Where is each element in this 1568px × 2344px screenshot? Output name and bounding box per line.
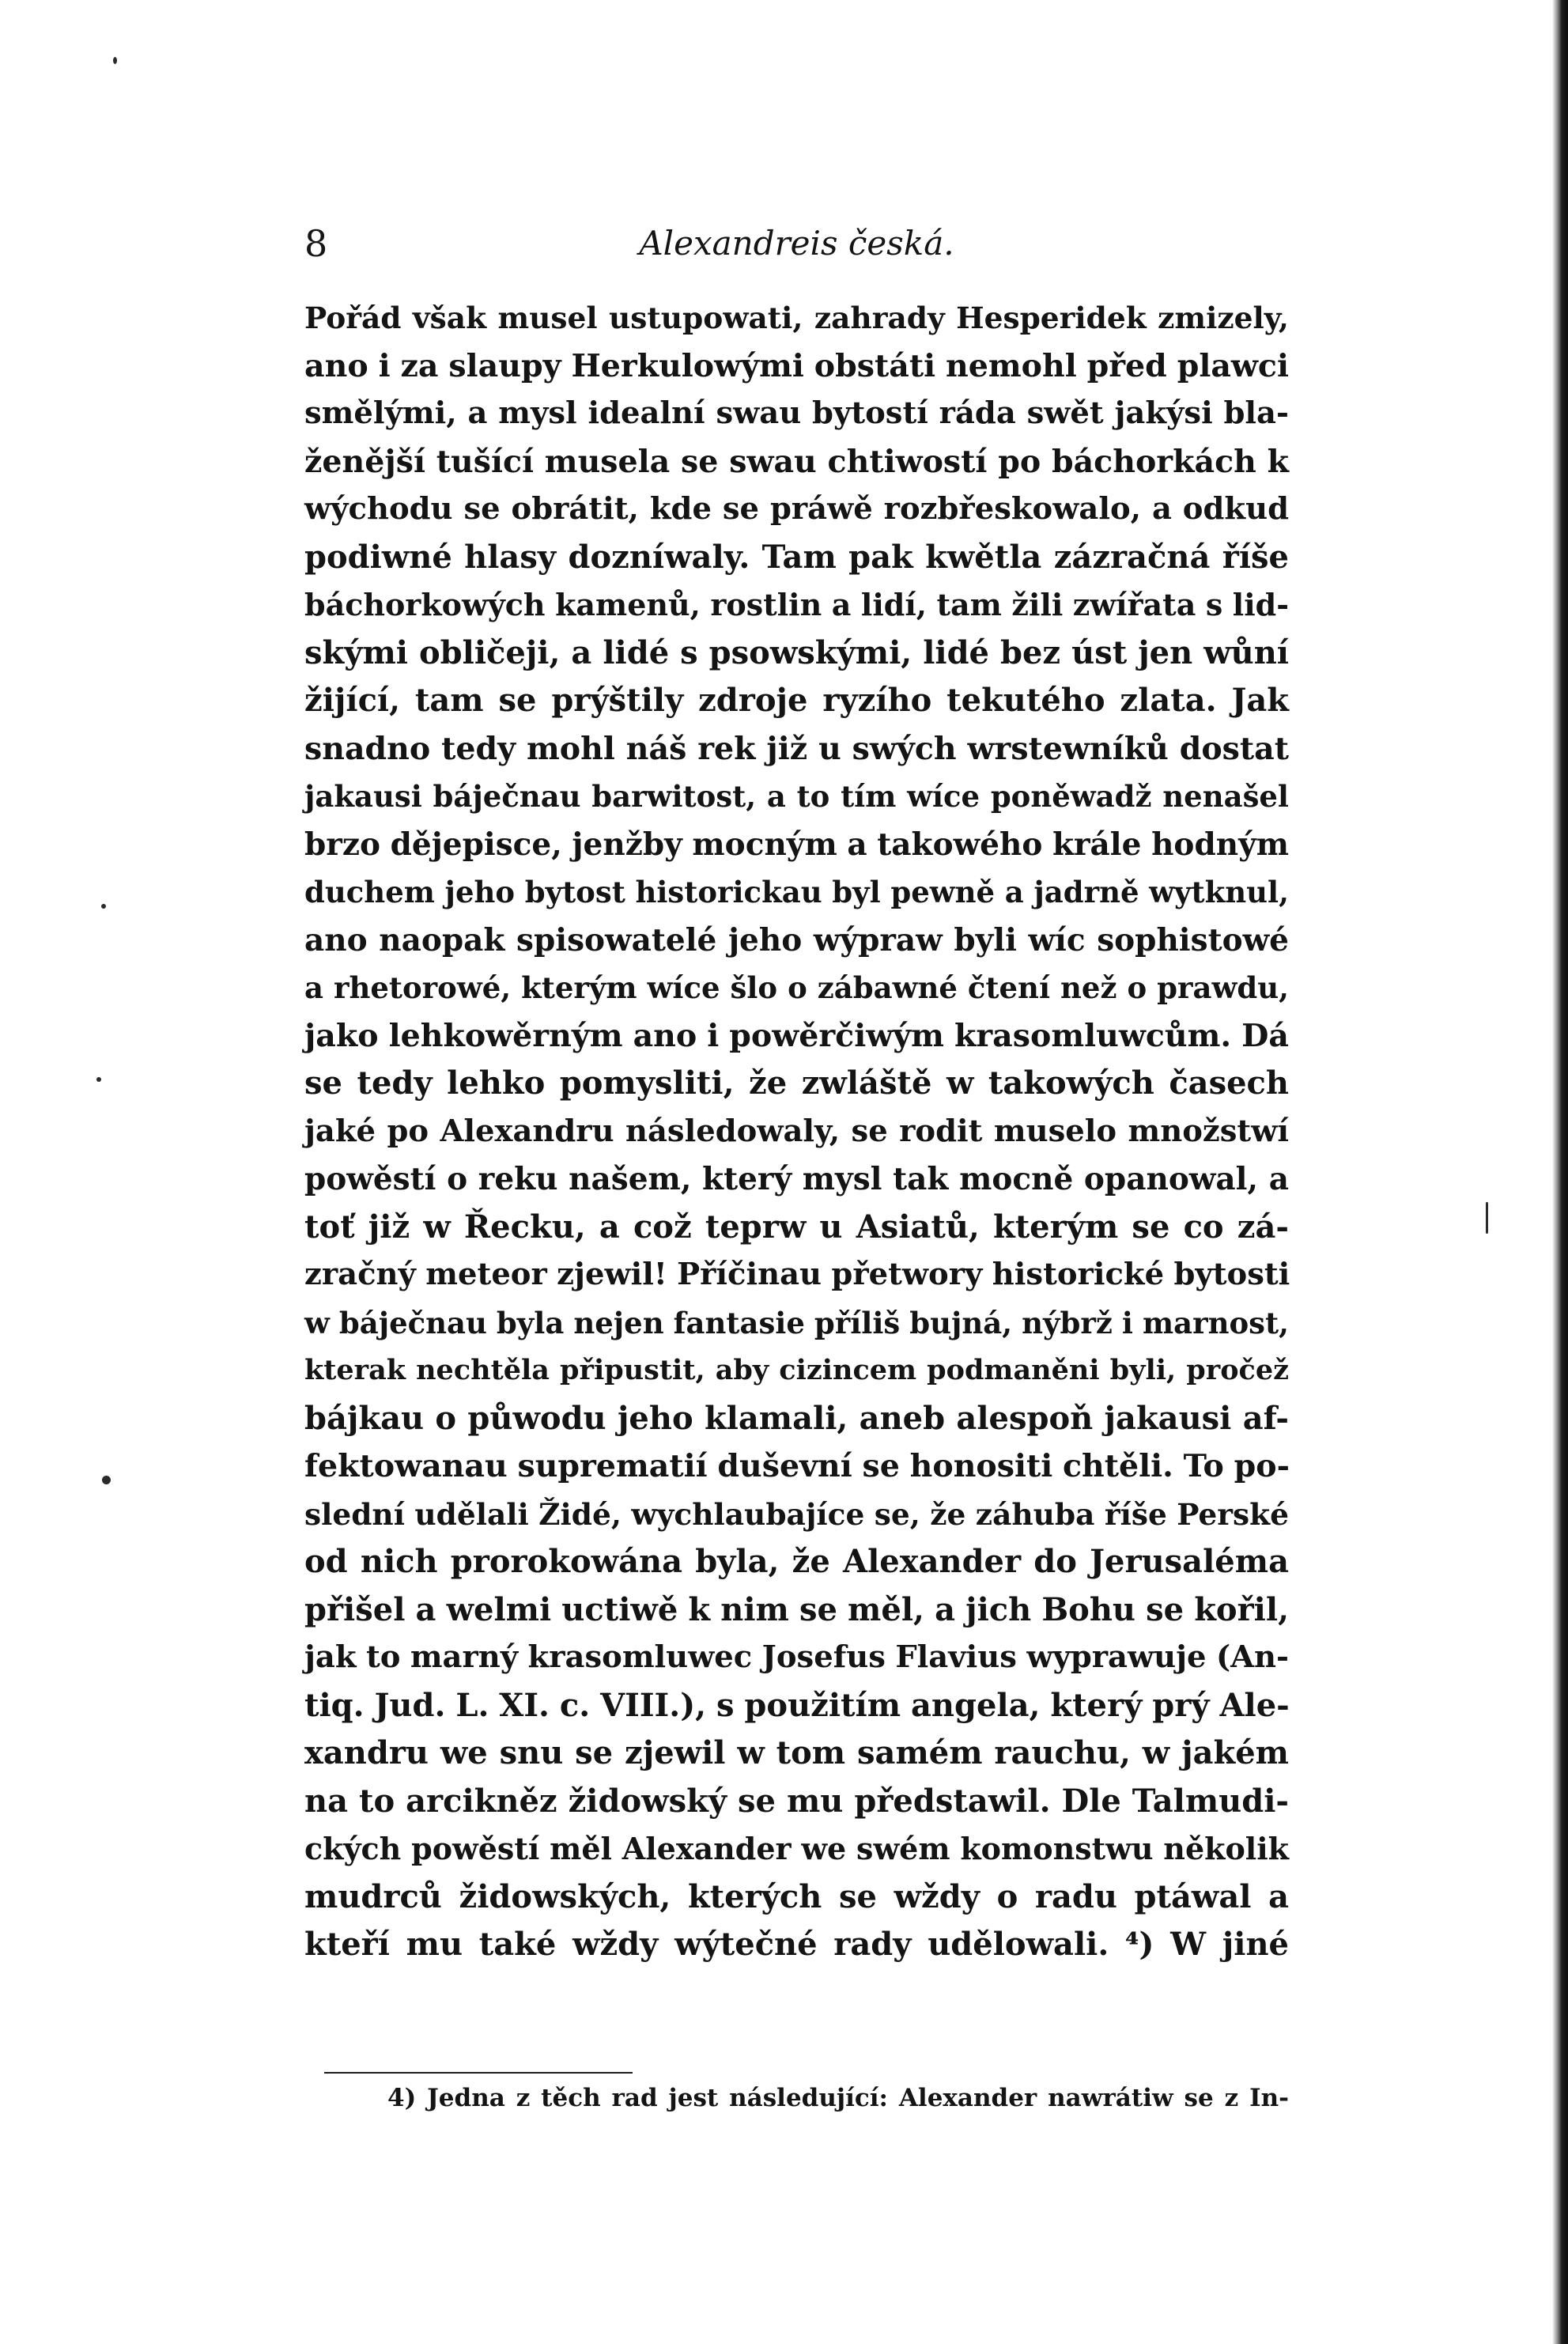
text-line: kteří mu také wždy wýtečné rady udělowali. ⁴) W jiné [304, 1926, 1289, 1963]
text-line: xandru we snu se zjewil w tom samém rauchu, w jakém [304, 1734, 1289, 1771]
text-line: na to arcikněz židowský se mu předstawil. Dle Talmudi- [304, 1782, 1289, 1820]
text-line: ckých powěstí měl Alexander we swém komonstwu několik [304, 1831, 1289, 1866]
body-text [304, 294, 1289, 1969]
scan-speck [1486, 1202, 1488, 1234]
text-line: kterak nechtěla připustit, aby cizincem podmaněni byli, pročež [304, 1354, 1289, 1386]
scan-speck [113, 57, 117, 64]
scan-speck [101, 904, 106, 909]
text-line: wýchodu se obrátit, kde se práwě rozbřeskowalo, a odkud [304, 491, 1289, 527]
text-line: brzo dějepisce, jenžby mocným a takowého krále hodným [304, 826, 1289, 863]
text-line: w báječnau byla nejen fantasie příliš bujná, nýbrž i marnost, [304, 1305, 1289, 1340]
text-line: Pořád však musel ustupowati, zahrady Hesperidek zmizely, [304, 301, 1289, 335]
text-line: tiq. Jud. L. XI. c. VIII.), s použitím angela, který prý Ale- [304, 1686, 1290, 1724]
text-line: ano i za slaupy Herkulowými obstáti nemohl před plawci [304, 347, 1289, 384]
text-line: bájkau o půwodu jeho klamali, aneb alespoň jakausi af- [304, 1399, 1289, 1437]
page-header [304, 220, 1289, 267]
text-line: slední udělali Židé, wychlaubajíce se, že záhuba říše Perské [304, 1496, 1289, 1532]
text-line: podiwné hlasy dozníwaly. Tam pak kwětla zázračná říše [304, 538, 1289, 576]
text-line: smělými, a mysl idealní swau bytostí ráda swět jakýsi bla- [304, 395, 1289, 431]
text-line: jaké po Alexandru následowaly, se rodit muselo množstwí [304, 1113, 1289, 1149]
text-line: snadno tedy mohl náš rek již u swých wrstewníků dostat [304, 730, 1289, 767]
page-number: 8 [304, 222, 328, 265]
text-line: skými obličeji, a lidé s psowskými, lidé bez úst jen wůní [304, 633, 1289, 671]
text-line: ženější tušící musela se swau chtiwostí po báchorkách k [304, 443, 1289, 480]
text-line: jak to marný krasomluwec Josefus Flavius wyprawuje (An- [304, 1639, 1290, 1675]
footnote-rule [324, 2072, 633, 2074]
text-line: toť již w Řecku, a což teprw u Asiatů, kterým se co zá- [304, 1208, 1289, 1246]
footnote: 4) Jedna z těch rad jest následující: Alexander nawrátiw se z In- [387, 2084, 1289, 2112]
running-title: Alexandreis česká. [639, 224, 954, 263]
scan-speck [96, 1077, 101, 1082]
scan-edge-shadow [1552, 0, 1568, 2344]
text-line: a rhetorowé, kterým wíce šlo o zábawné čtení než o prawdu, [304, 970, 1289, 1005]
text-line: jako lehkowěrným ano i powěrčiwým krasomluwcům. Dá [304, 1017, 1289, 1054]
text-line: báchorkowých kamenů, rostlin a lidí, tam žili zwířata s lid- [304, 587, 1289, 622]
text-line: žijící, tam se prýštily zdroje ryzího tekutého zlata. Jak [304, 682, 1289, 719]
text-line: přišel a welmi uctiwě k nim se měl, a jich Bohu se kořil, [304, 1590, 1289, 1628]
text-line: jakausi báječnau barwitost, a to tím wíce poněwadž nenašel [304, 779, 1289, 814]
text-line: ano naopak spisowatelé jeho wýpraw byli wíc sophistowé [304, 921, 1289, 958]
text-line: od nich prorokowána byla, že Alexander do Jerusaléma [304, 1543, 1289, 1580]
text-line: fektowanau suprematií duševní se honositi chtěli. To po- [304, 1448, 1290, 1484]
text-line: duchem jeho bytost historickau byl pewně a jadrně wytknul, [304, 875, 1289, 909]
text-line: mudrců židowských, kterých se wždy o radu ptáwal a [304, 1877, 1289, 1915]
text-line: zračný meteor zjewil! Příčinau přetwory historické bytosti [304, 1257, 1290, 1292]
text-line: powěstí o reku našem, který mysl tak mocně opanowal, a [304, 1161, 1289, 1197]
scan-speck [102, 1476, 111, 1484]
text-line: se tedy lehko pomysliti, že zwláště w takowých časech [304, 1064, 1289, 1102]
